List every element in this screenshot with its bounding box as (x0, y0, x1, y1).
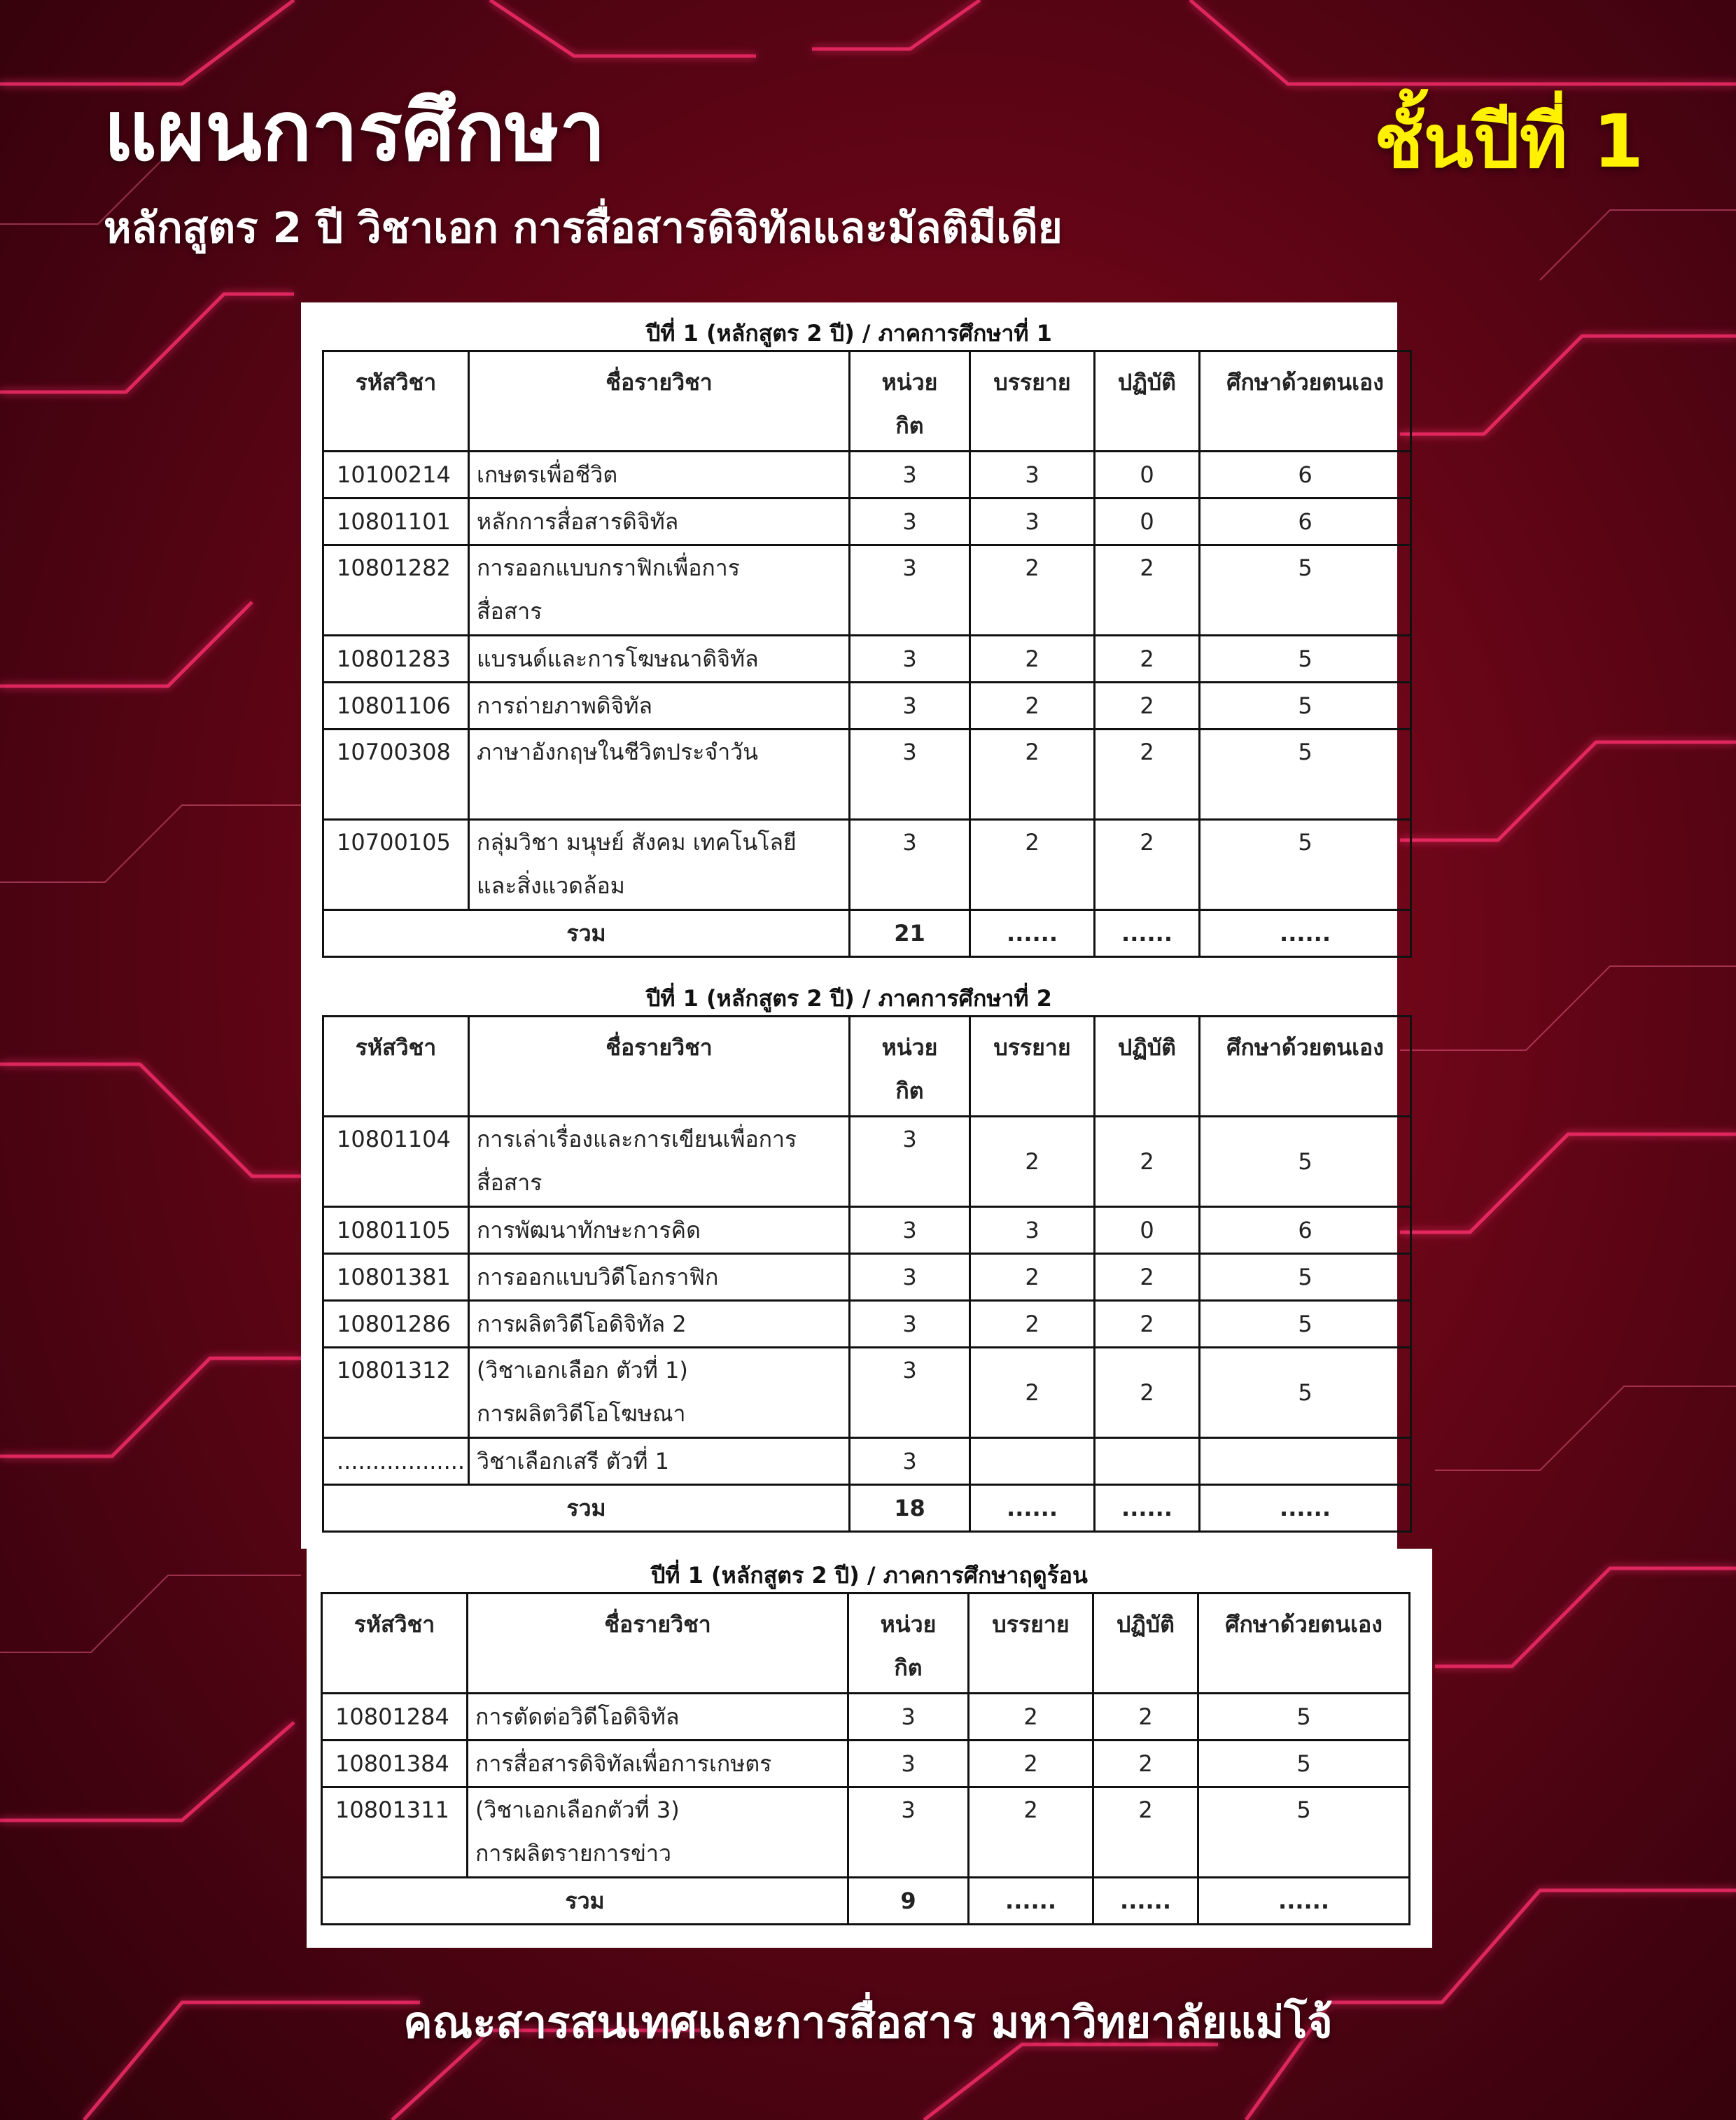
total-credits: 21 (850, 910, 970, 957)
course-name-line-1: (วิชาเอกเลือก ตัวที่ 1) (477, 1357, 688, 1383)
course-code: 10700308 (323, 730, 469, 820)
col-header-credits (850, 351, 970, 452)
course-code: 10801282 (323, 545, 469, 636)
course-name (469, 1348, 850, 1438)
total-label: รวม (323, 1485, 850, 1532)
course-self-study: 5 (1200, 683, 1411, 730)
course-credits: 3 (850, 452, 970, 498)
course-name: การผลิตวิดีโอดิจิทัล 2 (469, 1301, 850, 1348)
course-name-line-1: การเล่าเรื่องและการเขียนเพื่อการ (477, 1126, 797, 1152)
table-row (323, 498, 1411, 545)
course-lecture: 2 (970, 820, 1095, 910)
col-header-practice: ปฏิบัติ (1095, 1017, 1200, 1117)
course-code: 10801311 (322, 1787, 468, 1878)
col-header-name: ชื่อรายวิชา (469, 351, 850, 452)
course-self-study: 5 (1200, 1117, 1411, 1207)
course-credits: 3 (850, 1438, 970, 1485)
total-practice: ...... (1095, 910, 1200, 957)
table-row (323, 452, 1411, 498)
total-label: รวม (323, 910, 850, 957)
course-lecture: 3 (970, 498, 1095, 545)
program-subtitle: หลักสูตร 2 ปี วิชาเอก การสื่อสารดิจิทัลและมัลติมีเดีย (104, 204, 1063, 253)
col-header-lecture: บรรยาย (969, 1594, 1093, 1694)
course-name: การออกแบบวิดีโอกราฟิก (469, 1254, 850, 1301)
col-header-name: ชื่อรายวิชา (468, 1594, 848, 1694)
semester-1-section (301, 316, 1397, 958)
course-code: 10100214 (323, 452, 469, 498)
col-header-lecture: บรรยาย (970, 351, 1095, 452)
table-row (323, 1301, 1411, 1348)
total-lecture: ...... (970, 1485, 1095, 1532)
course-practice: 2 (1095, 1254, 1200, 1301)
total-lecture: ...... (969, 1878, 1093, 1925)
course-lecture: 2 (970, 683, 1095, 730)
table-row (323, 1254, 1411, 1301)
col-header-self-study: ศึกษาด้วยตนเอง (1200, 351, 1411, 452)
course-credits: 3 (850, 1117, 970, 1207)
course-credits: 3 (850, 1254, 970, 1301)
course-self-study (1200, 1438, 1411, 1485)
course-name: การตัดต่อวิดีโอดิจิทัล (468, 1694, 848, 1741)
course-code: 10801106 (323, 683, 469, 730)
course-name-line-2: การผลิตรายการข่าว (475, 1840, 671, 1867)
page-title: แผนการศึกษา (104, 83, 606, 179)
course-name-line-2: การผลิตวิดีโอโฆษณา (477, 1400, 686, 1427)
course-code: 10801283 (323, 636, 469, 683)
total-self-study: ...... (1200, 910, 1411, 957)
course-name: หลักการสื่อสารดิจิทัล (469, 498, 850, 545)
total-label: รวม (322, 1878, 848, 1925)
semester-1-table (322, 350, 1412, 958)
course-name (468, 1787, 848, 1878)
course-lecture: 2 (970, 545, 1095, 636)
course-practice: 2 (1095, 730, 1200, 820)
course-practice: 2 (1095, 636, 1200, 683)
course-lecture: 2 (970, 1254, 1095, 1301)
course-practice (1095, 1438, 1200, 1485)
course-name-line-1: กลุ่มวิชา มนุษย์ สังคม เทคโนโลยี (477, 829, 797, 856)
table-row (323, 683, 1411, 730)
table-row (323, 730, 1411, 820)
col-header-code: รหัสวิชา (323, 1017, 469, 1117)
course-name (469, 820, 850, 910)
credits-line-2: กิต (894, 1654, 923, 1681)
course-practice: 2 (1093, 1741, 1198, 1787)
course-practice: 2 (1095, 820, 1200, 910)
course-practice: 2 (1095, 1301, 1200, 1348)
total-self-study: ...... (1200, 1485, 1411, 1532)
semester-caption: ปีที่ 1 (หลักสูตร 2 ปี) / ภาคการศึกษาที่ 1 (646, 320, 1052, 347)
course-lecture: 2 (970, 1301, 1095, 1348)
course-self-study: 5 (1200, 1301, 1411, 1348)
course-credits: 3 (850, 820, 970, 910)
course-code: 10801284 (322, 1694, 468, 1741)
course-lecture: 2 (969, 1741, 1093, 1787)
course-practice: 0 (1095, 498, 1200, 545)
course-self-study: 5 (1198, 1741, 1410, 1787)
course-code: 10801104 (323, 1117, 469, 1207)
col-header-practice: ปฏิบัติ (1095, 351, 1200, 452)
table-row (323, 1348, 1411, 1438)
col-header-name: ชื่อรายวิชา (469, 1017, 850, 1117)
col-header-self-study: ศึกษาด้วยตนเอง (1200, 1017, 1411, 1117)
col-header-lecture: บรรยาย (970, 1017, 1095, 1117)
course-credits: 3 (850, 636, 970, 683)
course-self-study: 5 (1200, 1254, 1411, 1301)
course-practice: 2 (1095, 1117, 1200, 1207)
table-row (323, 1438, 1411, 1485)
course-credits: 3 (848, 1741, 969, 1787)
course-self-study: 5 (1198, 1694, 1410, 1741)
course-name: เกษตรเพื่อชีวิต (469, 452, 850, 498)
table-row (322, 1741, 1410, 1787)
col-header-code: รหัสวิชา (322, 1594, 468, 1694)
course-self-study: 5 (1200, 820, 1411, 910)
course-name-line-2: และสิ่งแวดล้อม (477, 872, 625, 899)
course-code: 10801286 (323, 1301, 469, 1348)
total-practice: ...... (1093, 1878, 1198, 1925)
course-lecture: 2 (970, 1348, 1095, 1438)
table-header-row (323, 351, 1411, 452)
faculty-footer: คณะสารสนเทศและการสื่อสาร มหาวิทยาลัยแม่โจ้ (403, 1997, 1333, 2048)
semester-2-section (301, 982, 1397, 1533)
course-practice: 2 (1095, 683, 1200, 730)
study-plan-sheet-2 (307, 1549, 1432, 1948)
course-code: 10801105 (323, 1207, 469, 1254)
semester-caption: ปีที่ 1 (หลักสูตร 2 ปี) / ภาคการศึกษาฤดูร้อน (651, 1562, 1088, 1589)
course-name-line-2: สื่อสาร (477, 598, 542, 625)
course-credits: 3 (850, 1207, 970, 1254)
course-self-study: 5 (1200, 730, 1411, 820)
table-row (322, 1694, 1410, 1741)
course-credits: 3 (848, 1694, 969, 1741)
col-header-credits (848, 1594, 969, 1694)
semester-caption: ปีที่ 1 (หลักสูตร 2 ปี) / ภาคการศึกษาที่ 2 (646, 985, 1052, 1012)
course-lecture (970, 1438, 1095, 1485)
course-name (469, 1117, 850, 1207)
total-row (322, 1878, 1410, 1925)
course-lecture: 2 (970, 636, 1095, 683)
course-credits: 3 (850, 1301, 970, 1348)
course-practice: 0 (1095, 452, 1200, 498)
course-name (469, 545, 850, 636)
study-plan-sheet-1 (301, 302, 1397, 1549)
course-self-study: 6 (1200, 452, 1411, 498)
year-badge: ชั้นปีที่ 1 (1374, 99, 1644, 184)
course-name: การสื่อสารดิจิทัลเพื่อการเกษตร (468, 1741, 848, 1787)
course-credits: 3 (850, 545, 970, 636)
total-lecture: ...... (970, 910, 1095, 957)
course-practice: 2 (1093, 1787, 1198, 1878)
course-credits: 3 (848, 1787, 969, 1878)
table-row (322, 1787, 1410, 1878)
course-lecture: 2 (970, 730, 1095, 820)
course-self-study: 5 (1200, 545, 1411, 636)
col-header-code: รหัสวิชา (323, 351, 469, 452)
course-credits: 3 (850, 730, 970, 820)
course-self-study: 6 (1200, 1207, 1411, 1254)
course-name-line-1: (วิชาเอกเลือกตัวที่ 3) (475, 1797, 680, 1823)
course-lecture: 3 (970, 1207, 1095, 1254)
credits-line-2: กิต (895, 412, 924, 439)
course-lecture: 2 (969, 1694, 1093, 1741)
course-lecture: 2 (970, 1117, 1095, 1207)
course-name-line-2: สื่อสาร (477, 1169, 542, 1196)
table-header-row (323, 1017, 1411, 1117)
semester-2-table (322, 1015, 1412, 1533)
course-credits: 3 (850, 683, 970, 730)
course-self-study: 5 (1200, 636, 1411, 683)
course-credits: 3 (850, 1348, 970, 1438)
col-header-credits (850, 1017, 970, 1117)
course-name: ภาษาอังกฤษในชีวิตประจำวัน (469, 730, 850, 820)
course-code: 10801381 (323, 1254, 469, 1301)
col-header-self-study: ศึกษาด้วยตนเอง (1198, 1594, 1410, 1694)
course-credits: 3 (850, 498, 970, 545)
course-practice: 2 (1093, 1694, 1198, 1741)
table-row (323, 1207, 1411, 1254)
table-row (323, 820, 1411, 910)
table-header-row (322, 1594, 1410, 1694)
table-row (323, 545, 1411, 636)
course-practice: 2 (1095, 1348, 1200, 1438)
course-practice: 0 (1095, 1207, 1200, 1254)
course-code: 10801384 (322, 1741, 468, 1787)
course-practice: 2 (1095, 545, 1200, 636)
total-credits: 18 (850, 1485, 970, 1532)
total-credits: 9 (848, 1878, 969, 1925)
course-self-study: 5 (1198, 1787, 1410, 1878)
credits-line-1: หน่วย (881, 369, 938, 396)
course-name: การถ่ายภาพดิจิทัล (469, 683, 850, 730)
credits-line-1: หน่วย (880, 1611, 937, 1638)
total-self-study: ...... (1198, 1878, 1410, 1925)
summer-table (321, 1592, 1410, 1925)
course-name-line-1: การออกแบบกราฟิกเพื่อการ (477, 555, 740, 581)
course-name: การพัฒนาทักษะการคิด (469, 1207, 850, 1254)
total-practice: ...... (1095, 1485, 1200, 1532)
course-code: 10801312 (323, 1348, 469, 1438)
course-self-study: 6 (1200, 498, 1411, 545)
credits-line-1: หน่วย (881, 1034, 938, 1061)
course-name: แบรนด์และการโฆษณาดิจิทัล (469, 636, 850, 683)
credits-line-2: กิต (895, 1078, 924, 1104)
course-lecture: 2 (969, 1787, 1093, 1878)
total-row (323, 910, 1411, 957)
course-code: .................. (323, 1438, 469, 1485)
table-row (323, 1117, 1411, 1207)
summer-section (307, 1558, 1432, 1925)
total-row (323, 1485, 1411, 1532)
course-lecture: 3 (970, 452, 1095, 498)
table-row (323, 636, 1411, 683)
course-name: วิชาเลือกเสรี ตัวที่ 1 (469, 1438, 850, 1485)
course-code: 10801101 (323, 498, 469, 545)
course-self-study: 5 (1200, 1348, 1411, 1438)
col-header-practice: ปฏิบัติ (1093, 1594, 1198, 1694)
course-code: 10700105 (323, 820, 469, 910)
